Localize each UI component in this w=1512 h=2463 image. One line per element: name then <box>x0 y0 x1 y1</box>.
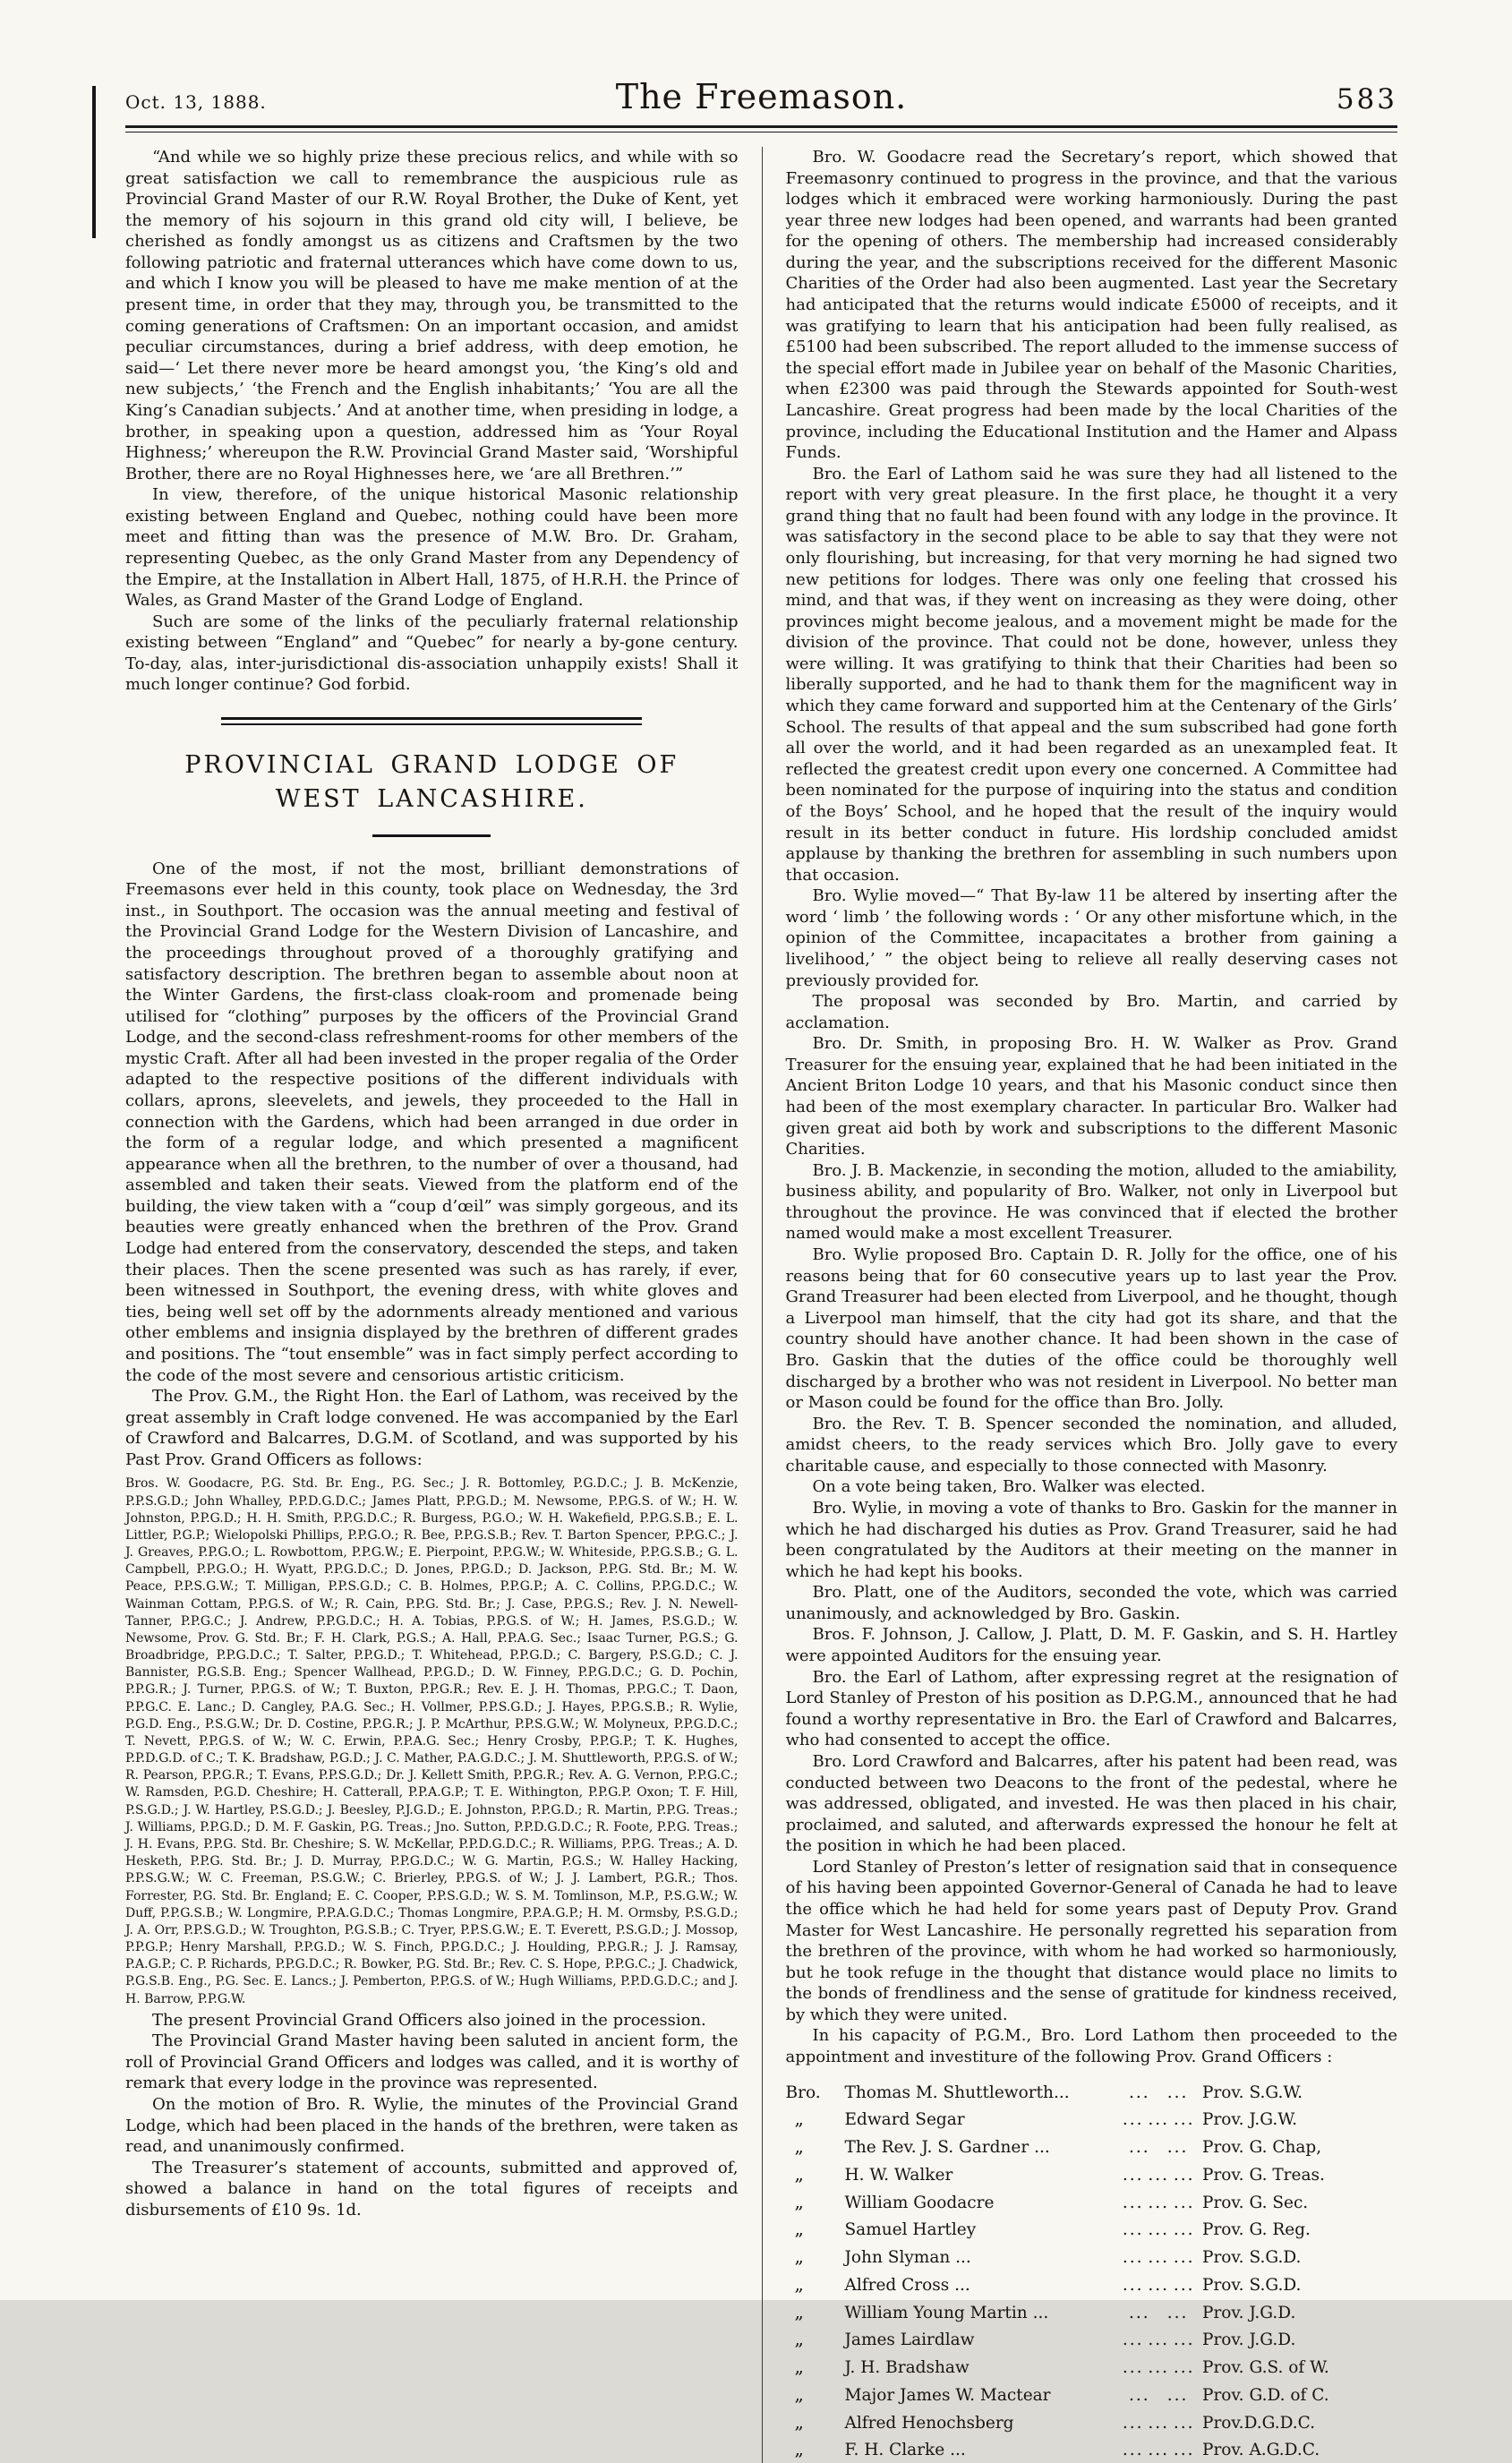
dot-leader: ... <box>1129 2385 1150 2405</box>
dot-leader: ... <box>1166 2303 1189 2322</box>
officer-prefix: „ <box>794 2300 804 2322</box>
dot-leader: ... <box>1173 2248 1195 2268</box>
dot-leader <box>1115 2356 1203 2381</box>
paragraph: The Provincial Grand Master having been saluted in ancient form, the roll of Provincial Grand Officers and lodges was called, and it is worthy of remark that every lodge in the province was represented. <box>125 2031 739 2093</box>
dot-leader: ... <box>1173 2110 1195 2130</box>
dot-leader: ... <box>1173 2358 1195 2378</box>
dot-leader: ... <box>1148 2413 1170 2433</box>
officer-office: Prov. G.D. of C. <box>1202 2385 1329 2405</box>
heading-divider <box>372 834 491 837</box>
officer-office: Prov.D.G.D.C. <box>1202 2413 1316 2433</box>
officer-row <box>786 2188 1398 2216</box>
dot-leader <box>1115 2301 1203 2326</box>
issue-date: Oct. 13, 1888. <box>125 91 267 113</box>
officer-office: Prov. S.G.D. <box>1202 2275 1302 2295</box>
paragraph: Lord Stanley of Preston’s letter of resignation said that in consequence of his having been appointed Governor-General of Canada he had to leave the office which he had held for some years past of Deputy Prov. Grand Master for West Lancashire. He personally regretted his separation from the brethren of the province, with whom he had worked so harmoniously, but he took refuge in the thought that distance would place no limits to the bonds of frendliness and the sense of gratitude for kindness received, by which they were united. <box>785 1857 1397 2024</box>
dot-leader: ... <box>1173 2165 1195 2185</box>
article-heading: PROVINCIAL GRAND LODGE OF WEST LANCASHIRE. <box>184 751 679 813</box>
article-divider <box>221 717 642 725</box>
dot-leader: ... <box>1148 2248 1170 2268</box>
officer-office: Prov. G. Treas. <box>1202 2165 1325 2185</box>
paragraph: Bro. W. Goodacre read the Secretary’s report, which showed that Freemasonry continued to progress in the province, and that the various lodges which it embraced were working harmoniously. During the past year three new lodges had been opened, and warrants had been granted for the opening of others. The membership had increased considerably during the year, and the subscriptions received for the different Masonic Charities of the Order had also been augmented. Last year the Secretary had anticipated that the returns would indicate £5000 of receipts, and it was gratifying to learn that his anticipation had been fully realised, as £5100 had been subscribed. The report alluded to the immense success of the special effort made in Jubilee year on behalf of the Masonic Charities, when £2300 was paid through the Stewards appointed for South-west Lancashire. Great progress had been made by the local Charities of the province, including the Educational Institution and the Hamer and Alpass Funds. <box>785 148 1397 463</box>
officer-office: Prov. J.G.D. <box>1202 2303 1296 2322</box>
dot-leader: ... <box>1173 2220 1195 2240</box>
officer-row <box>786 2133 1398 2160</box>
officer-name: James Lairdlaw <box>844 2330 975 2350</box>
paragraph: “And while we so highly prize these precious relics, and while with so great satisfaction we call to remembrance the auspicious rule as Provincial Grand Master of our R.W. Royal Brother, the Duke of Kent, yet the memory of his sojourn in this grand old city will, I believe, be cherished as fondly amongst us as citizens and Craftsmen by the two following patriotic and fraternal utterances which have come down to us, and which I know you will be pleased to have me make mention of at the present time, in order that they may, through you, be transmitted to the coming generations of Craftsmen: On an important occasion, and amidst peculiar circumstances, during a brief address, with deep emotion, he said—‘ Let there never more be heard amongst you, ‘the King’s old and new subjects,’ ‘the French and the English inhabitants;’ ‘You are all the King’s Canadian subjects.’ And at another time, when presiding in lodge, a brother, in speaking upon a question, addressed him as ‘Your Royal Highness;’ whereupon the R.W. Provincial Grand Master said, ‘Worshipful Brother, there are no Royal Highnesses here, we ‘are all Brethren.’” <box>125 148 739 483</box>
dot-leader: ... <box>1148 2275 1170 2295</box>
paragraph: In his capacity of P.G.M., Bro. Lord Lathom then proceeded to the appointment and investiture of the following Prov. Grand Officers : <box>785 2026 1397 2067</box>
dot-leader <box>1115 2411 1203 2436</box>
dot-leader: ... <box>1148 2358 1170 2378</box>
officer-office: Prov. S.G.D. <box>1202 2248 1302 2268</box>
officer-office: Prov. G.S. of W. <box>1202 2358 1329 2378</box>
paragraph: One of the most, if not the most, brilliant demonstrations of Freemasons ever held in this county, took place on Wednesday, the 3rd inst., in Southport. The occasion was the annual meeting and festival of the Provincial Grand Lodge for the Western Division of Lancashire, and the proceedings throughout proved of a thoroughly gratifying and satisfactory description. The brethren began to assemble about noon at the Winter Gardens, the first-class cloak-room and promenade being utilised for “clothing” purposes by the officers of the Provincial Grand Lodge, and the second-class refreshment-rooms for other members of the mystic Craft. After all had been invested in the proper regalia of the Order adapted to the respective positions of the different individuals with collars, aprons, sleevelets, and jewels, they proceeded to the Hall in connection with the Gardens, which had been arranged in due order in the form of a regular lodge, and which presented a magnificent appearance when all the brethren, to the number of over a thousand, had assembled and taken their seats. Viewed from the platform end of the building, the view taken with a “coup d’œil” was simply gorgeous, and its beauties were greatly enhanced when the brethren of the Prov. Grand Lodge had entered from the conservatory, descended the steps, and taken their places. Then the scene presented was such as has rarely, if ever, been witnessed in Southport, the evening dress, with white gloves and ties, being well set off by the adornments already mentioned and various other emblems and insignia displayed by the brethren of different grades and positions. The “tout ensemble” was in fact simply perfect according to the code of the most severe and censorious artistic criticism. <box>125 859 739 1385</box>
dot-leader: ... <box>1122 2193 1144 2212</box>
paragraph: On a vote being taken, Bro. Walker was elected. <box>812 1477 1206 1497</box>
paragraph: Bro. Wylie, in moving a vote of thanks to Bro. Gaskin for the manner in which he had discharged his duties as Prov. Grand Treasurer, said he had been congratulated by the Auditors at their meeting on the manner in which he had kept his books. <box>785 1499 1397 1581</box>
dot-leader <box>1115 2245 1203 2271</box>
officer-row <box>786 2243 1398 2271</box>
paragraph: Bro. Wylie proposed Bro. Captain D. R. Jolly for the office, one of his reasons being that for 60 consecutive years up to last year the Prov. Grand Treasurer had been elected from Liverpool, and he thought, though a Liverpool man himself, that the city had got its share, and that the country should have another chance. It had been shown in the case of Bro. Gaskin that the duties of the office could be thoroughly well discharged by a brother who was not resident in Liverpool. No better man or Mason could be found for the office than Bro. Jolly. <box>785 1245 1397 1413</box>
paragraph: On the motion of Bro. R. Wylie, the minutes of the Provincial Grand Lodge, which had been placed in the hands of the brethren, were taken as read, and unanimously confirmed. <box>125 2095 739 2157</box>
dot-leader: ... <box>1148 2110 1170 2130</box>
officer-row <box>786 2408 1398 2436</box>
officer-prefix: „ <box>794 2190 804 2212</box>
paragraph: Bro. the Rev. T. B. Spencer seconded the nomination, and alluded, amidst cheers, to the ready services which Bro. Jolly gave to every charitable cause, and especially to those connected with Masonry. <box>785 1414 1397 1475</box>
dot-leader: ... <box>1173 2413 1195 2433</box>
paragraph: Bro. J. B. Mackenzie, in seconding the motion, alluded to the amiability, business ability, and popularity of Bro. Walker, not only in Liverpool but throughout the province. He was convinced that if elected the brother named would make a most excellent Treasurer. <box>785 1160 1397 1244</box>
officer-name: Major James W. Mactear <box>844 2385 1051 2405</box>
dot-leader <box>1115 2135 1203 2160</box>
dot-leader <box>1115 2081 1203 2106</box>
dot-leader: ... <box>1166 2082 1189 2102</box>
officer-prefix: „ <box>794 2162 804 2185</box>
officer-name: Alfred Cross ... <box>844 2275 970 2295</box>
officer-name: Edward Segar <box>844 2110 965 2130</box>
page-number: 583 <box>1336 83 1397 115</box>
officer-row <box>786 2353 1398 2381</box>
dot-leader: ... <box>1173 2275 1195 2295</box>
dot-leader: ... <box>1148 2441 1170 2460</box>
officer-row <box>786 2271 1398 2298</box>
dot-leader: ... <box>1122 2441 1144 2460</box>
officer-name: Alfred Henochsberg <box>844 2413 1014 2433</box>
officer-prefix: „ <box>794 2272 804 2295</box>
dot-leader: ... <box>1148 2330 1170 2350</box>
officer-name: William Goodacre <box>844 2193 995 2212</box>
officer-office: Prov. G. Chap, <box>1202 2138 1322 2158</box>
paragraph: Bro. Platt, one of the Auditors, seconded the vote, which was carried unanimously, and acknowledged by Bro. Gaskin. <box>785 1583 1397 1623</box>
paragraph: Bro. Dr. Smith, in proposing Bro. H. W. Walker as Prov. Grand Treasurer for the ensuing year, explained that he had been initiated in the Ancient Briton Lodge 10 years, and that his Masonic conduct since then had been of the most exemplary character. In particular Bro. Walker had given great aid both by work and subscriptions to the different Masonic Charities. <box>785 1034 1397 1159</box>
officer-row <box>786 2325 1398 2353</box>
dot-leader: ... <box>1173 2441 1195 2460</box>
dot-leader <box>1115 2163 1203 2188</box>
officer-office: Prov. J.G.W. <box>1202 2110 1297 2130</box>
paragraph: In view, therefore, of the unique historical Masonic relationship existing between England and Quebec, nothing could have been more meet and fitting than was the presence of M.W. Bro. Dr. Graham, representing Quebec, as the only Grand Master from any Dependency of the Empire, at the Installation in Albert Hall, 1875, of H.R.H. the Prince of Wales, as Grand Master of the Grand Lodge of England. <box>125 485 739 611</box>
dot-leader: ... <box>1122 2275 1144 2295</box>
dot-leader: ... <box>1122 2413 1144 2433</box>
paragraph: Such are some of the links of the peculiarly fraternal relationship existing between “England” and “Quebec” for nearly a by-gone century. To-day, alas, inter-jurisdictional dis-association unhappily exists! Shall it much longer continue? God forbid. <box>125 611 739 695</box>
dot-leader: ... <box>1148 2165 1170 2185</box>
paragraph: The present Provincial Grand Officers also joined in the procession. <box>152 2010 706 2030</box>
paragraph: Bro. Lord Crawford and Balcarres, after his patent had been read, was conducted between two Deacons to the front of the pedestal, where he was addressed, obligated, and invested. He was then placed in his chair, proclaimed, and saluted, and afterwards expressed the honour he felt at the position in which he had been placed. <box>785 1751 1397 1856</box>
dot-leader: ... <box>1129 2303 1150 2322</box>
officer-row <box>786 2298 1398 2326</box>
officer-row <box>786 2105 1398 2133</box>
dot-leader <box>1115 2328 1203 2353</box>
paragraph: Bro. the Earl of Lathom said he was sure they had all listened to the report with very great pleasure. In the first place, he thought it a very grand thing that no fault had been found with any lodge in the province. It was satisfactory in the second place to be able to say that they were not only flourishing, but increasing, for that very morning he had signed two new petitions for lodges. There was only one feeling that crossed his mind, and that was, if they went on increasing as they were doing, other provinces might become jealous, and a movement might be made for the division of the province. That could not be done, however, unless they were willing. It was gratifying to think that their Charities had been so liberally supported, and he had to thank them for the magnificent way in which they came forward and supported him at the Centenary of the Girls’ School. The results of that appeal and the sum subscribed had gone forth all over the world, and it had been regarded as an unexampled feat. It reflected the greatest credit upon every one concerned. A Committee had been nominated for the purpose of inquiring into the status and condition of the Boys’ School, and he hoped that the result of the inquiry would result in its better conduct in future. His lordship concluded amidst applause by thanking the brethren for assembling in such numbers upon that occasion. <box>785 464 1398 885</box>
officer-office: Prov. J.G.D. <box>1202 2330 1296 2350</box>
dot-leader: ... <box>1148 2220 1170 2240</box>
dot-leader: ... <box>1129 2138 1150 2158</box>
officer-name: F. H. Clarke ... <box>844 2441 966 2460</box>
paragraph: Bro. the Earl of Lathom, after expressing regret at the resignation of Lord Stanley of Preston of his position as D.P.G.M., announced that he had found a worthy representative in Bro. the Earl of Crawford and Balcarres, who had consented to accept the office. <box>785 1667 1397 1750</box>
page-header <box>125 77 1397 116</box>
officer-row <box>786 2160 1398 2188</box>
officer-prefix: „ <box>794 2218 804 2240</box>
officer-prefix: „ <box>794 2382 804 2405</box>
dot-leader <box>1115 2108 1203 2133</box>
dot-leader <box>1115 2438 1203 2463</box>
officer-prefix: „ <box>794 2410 804 2433</box>
officer-office: Prov. G. Reg. <box>1202 2220 1311 2240</box>
officer-prefix: „ <box>794 2245 804 2268</box>
officer-name: Samuel Hartley <box>844 2220 977 2240</box>
officer-prefix: „ <box>794 2108 804 2130</box>
officer-office: Prov. A.G.D.C. <box>1202 2441 1320 2460</box>
content-columns <box>125 147 1397 2463</box>
left-column <box>125 147 762 2463</box>
officer-row <box>786 2081 1398 2106</box>
officer-prefix: „ <box>794 2356 804 2378</box>
officer-name: Thomas M. Shuttleworth... <box>844 2082 1070 2102</box>
officer-name: The Rev. J. S. Gardner ... <box>844 2138 1050 2158</box>
officer-name: J. H. Bradshaw <box>844 2358 970 2378</box>
dot-leader: ... <box>1148 2193 1170 2212</box>
dot-leader: ... <box>1173 2193 1195 2212</box>
dot-leader: ... <box>1166 2138 1189 2158</box>
dot-leader <box>1115 2273 1203 2298</box>
officer-row <box>786 2215 1398 2243</box>
paragraph: Bro. Wylie moved—“ That By-law 11 be altered by inserting after the word ‘ limb ’ the following words : ‘ Or any other misfortune which, in the opinion of the Committee, incapacitates a brother from gaining a livelihood,’ ” the object being to relieve all really deserving cases not previously provided for. <box>785 886 1397 990</box>
dot-leader: ... <box>1122 2165 1144 2185</box>
dot-leader: ... <box>1166 2385 1189 2405</box>
dot-leader: ... <box>1122 2220 1144 2240</box>
dot-leader <box>1115 2383 1203 2408</box>
right-column <box>762 147 1398 2463</box>
page-fold-mark <box>92 86 96 238</box>
dot-leader: ... <box>1122 2330 1144 2350</box>
paragraph: The Treasurer’s statement of accounts, submitted and approved of, showed a balance in hand on the total figures of receipts and disbursements of £10 9s. 1d. <box>125 2158 739 2219</box>
past-officers-list: Bros. W. Goodacre, P.G. Std. Br. Eng., P.G. Sec.; J. R. Bottomley, P.G.D.C.; J. B. McKenzie, P.P.S.G.D.; John Whalley, P.P.D.G.D.C.; James Platt, P.P.G.D.; M. Newsome, P.P.G.S. of W.; H. W. Johnston, P.P.G.D.; H. H. Smith, P.P.G.D.C.; R. Burgess, P.G.O.; W. H. Wakefield, P.P.G.S.B.; E. L. Littler, P.G.P.; Wielopolski Phillips, P.P.G.O.; R. Bee, P.P.G.S.B.; Rev. T. Barton Spencer, P.P.G.C.; J. J. Greaves, P.P.G.O.; L. Rowbottom, P.P.G.W.; E. Pierpoint, P.P.G.W.; W. Whiteside, P.P.G.S.B.; G. L. Campbell, P.P.G.O.; H. Wyatt, P.P.G.D.C.; D. Jones, P.P.G.D.; D. Jackson, P.P.G. Std. Br.; M. W. Peace, P.P.S.G.W.; T. Milligan, P.P.S.G.D.; C. B. Holmes, P.P.G.P.; A. C. Collins, P.P.G.D.C.; W. Wainman Cottam, P.P.G.S. of W.; R. Cain, P.P.G. Std. Br.; J. Case, P.P.G.S.; Rev. J. N. Newell-Tanner, P.P.G.C.; J. Andrew, P.P.G.D.C.; H. A. Tobias, P.P.G.S. of W.; H. James, P.S.G.D.; W. Newsome, Prov. G. Std. Br.; F. H. Clark, P.G.S.; A. Hall, P.P.A.G. Sec.; Isaac Turner, P.G.S.; G. Broadbridge, P.P.G.D.C.; T. Salter, P.P.G.D.; T. Whitehead, P.P.G.D.; C. Bargery, P.S.G.D.; C. J. Bannister, P.G.S.B. Eng.; Spencer Wallhead, P.P.G.D.; D. W. Finney, P.P.G.D.C.; G. D. Pochin, P.P.G.R.; J. Turner, P.P.G.S. of W.; T. Buxton, P.P.G.R.; Rev. E. J. H. Thomas, P.P.G.C.; T. Daon, P.P.G.C. E. Lanc.; D. Cangley, P.A.G. Sec.; H. Vollmer, P.P.S.G.D.; J. Hayes, P.P.G.S.B.; R. Wylie, P.G.D. Eng., P.S.G.W.; Dr. D. Costine, P.P.G.R.; J. P. McArthur, P.P.S.G.W.; W. Molyneux, P.P.G.D.C.; T. Nevett, P.P.G.S. of W.; W. C. Erwin, P.P.A.G. Sec.; Henry Crosby, P.P.G.P.; T. K. Hughes, P.P.D.G.D. of C.; T. K. Bradshaw, P.G.D.; J. C. Mather, P.A.G.D.C.; J. M. Shuttleworth, P.P.G.S. of W.; R. Pearson, P.P.G.R.; T. Evans, P.P.S.G.D.; Dr. J. Kellett Smith, P.P.G.R.; Rev. A. G. Vernon, P.P.G.C.; W. Ramsden, P.G.D. Cheshire; H. Catterall, P.P.A.G.P.; T. E. Withington, P.P.G.P. Oxon; T. F. Hill, P.S.G.D.; J. W. Hartley, P.S.G.D.; J. Beesley, P.J.G.D.; E. Johnston, P.P.G.D.; R. Martin, P.P.G. Treas.; J. Williams, P.P.G.D.; D. M. F. Gaskin, P.G. Treas.; Jno. Sutton, P.P.D.G.D.C.; R. Foote, P.P.G. Treas.; J. H. Evans, P.P.G. Std. Br. Cheshire; S. W. McKellar, P.P.D.G.D.C.; R. Williams, P.P.G. Treas.; A. D. Hesketh, P.P.G. Std. Br.; J. D. Murray, P.P.G.D.C.; W. G. Martin, P.G.S.; W. Halley Hacking, P.P.S.G.W.; W. C. Freeman, P.S.G.W.; C. Brierley, P.P.G.S. of W.; J. J. Lambert, P.G.R.; Thos. Forrester, P.G. Std. Br. England; E. C. Cooper, P.P.S.G.D.; W. S. M. Tomlinson, M.P., P.S.G.W.; W. Duff, P.P.G.S.B.; W. Longmire, P.P.A.G.D.C.; Thomas Longmire, P.P.A.G.P.; H. M. Ormsby, P.S.G.D.; J. A. Orr, P.P.S.G.D.; W. Troughton, P.G.S.B.; C. Tryer, P.P.S.G.W.; E. T. Everett, P.S.G.D.; J. Mossop, P.P.G.P.; Henry Marshall, P.P.G.D.; W. S. Finch, P.P.G.D.C.; J. Houlding, P.P.G.R.; J. J. Ramsay, P.A.G.P.; C. P. Richards, P.P.G.D.C.; R. Bowker, P.G. Std. Br.; Rev. C. S. Hope, P.P.G.C.; J. Chadwick, P.G.S.B. Eng., P.G. Sec. E. Lancs.; J. Pemberton, P.P.G.S. of W.; Hugh Williams, P.P.D.G.D.C.; and J. H. Barrow, P.P.G.W. <box>125 1476 739 2006</box>
dot-leader: ... <box>1173 2330 1195 2350</box>
officer-row <box>786 2381 1398 2408</box>
officer-name: John Slyman ... <box>844 2248 971 2268</box>
dot-leader: ... <box>1129 2082 1150 2102</box>
paragraph: Bros. F. Johnson, J. Callow, J. Platt, D. M. F. Gaskin, and S. H. Hartley were appointed Auditors for the ensuing year. <box>785 1625 1397 1666</box>
officer-row <box>786 2435 1398 2463</box>
dot-leader <box>1115 2218 1203 2243</box>
officer-office: Prov. G. Sec. <box>1202 2193 1309 2212</box>
dot-leader: ... <box>1122 2358 1144 2378</box>
officer-prefix: Bro. <box>785 2082 821 2102</box>
officer-name: William Young Martin ... <box>844 2303 1049 2322</box>
dot-leader <box>1115 2191 1203 2216</box>
dot-leader: ... <box>1122 2110 1144 2130</box>
officer-prefix: „ <box>794 2135 804 2158</box>
officers-table <box>786 2081 1398 2463</box>
officer-prefix: „ <box>794 2438 804 2460</box>
officer-prefix: „ <box>794 2328 804 2350</box>
dot-leader: ... <box>1122 2248 1144 2268</box>
officer-office: Prov. S.G.W. <box>1202 2082 1303 2102</box>
header-rule <box>125 125 1397 133</box>
newspaper-title: The Freemason. <box>615 77 908 116</box>
officer-name: H. W. Walker <box>844 2165 953 2185</box>
paragraph: The proposal was seconded by Bro. Martin, and carried by acclamation. <box>785 992 1397 1032</box>
paragraph: The Prov. G.M., the Right Hon. the Earl of Lathom, was received by the great assembly in Craft lodge convened. He was accompanied by the Earl of Crawford and Balcarres, D.G.M. of Scotland, and was supported by his Past Prov. Grand Officers as follows: <box>125 1387 739 1469</box>
